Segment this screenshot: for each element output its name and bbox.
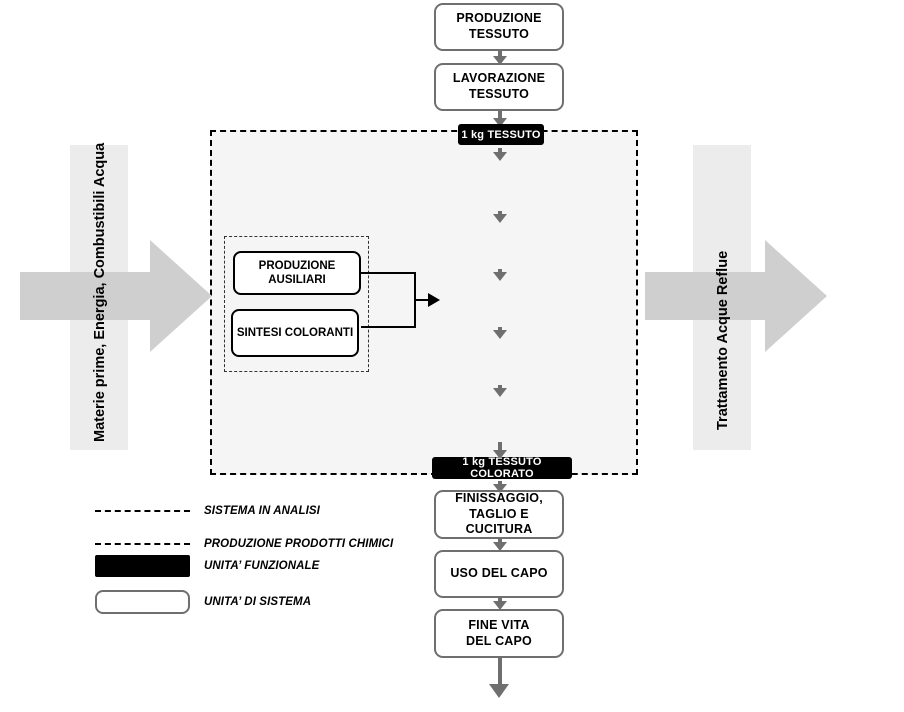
- functional-unit-tessuto-colorato[interactable]: 1 kg TESSUTO COLORATO: [432, 457, 572, 479]
- input-arrow: [20, 232, 215, 360]
- node-line: AUSILIARI: [268, 274, 326, 286]
- connector-12-tip: [489, 684, 509, 698]
- node-finissaggio-taglio-cucitura[interactable]: [434, 490, 564, 539]
- connector-7-tip: [493, 388, 507, 397]
- node-line: DEL CAPO: [466, 633, 532, 648]
- connector-9-tip: [493, 484, 507, 493]
- functional-unit-tessuto[interactable]: 1 kg TESSUTO: [458, 124, 544, 145]
- input-label: Materie prime, Energia, Combustibili Acqua: [92, 142, 108, 442]
- legend-label: UNITA’ DI SISTEMA: [204, 596, 312, 608]
- node-line: FINE VITA: [468, 617, 530, 632]
- node-line: USO DEL CAPO: [450, 566, 548, 581]
- legend-item-unita-funzionale: [95, 555, 319, 577]
- output-arrow: [645, 232, 830, 360]
- node-produzione-ausiliari[interactable]: [233, 251, 361, 295]
- legend-item-unita-di-sistema: [95, 590, 311, 614]
- legend: [95, 500, 425, 630]
- connector-3-tip: [493, 152, 507, 161]
- node-uso-del-capo[interactable]: [434, 550, 564, 598]
- node-line: LAVORAZIONE: [452, 71, 546, 86]
- node-fine-vita-del-capo[interactable]: [434, 609, 564, 658]
- connector-11-tip: [493, 601, 507, 610]
- connector-6-tip: [493, 330, 507, 339]
- node-line: TESSUTO: [468, 27, 530, 41]
- node-line: FINISSAGGIO,: [455, 491, 543, 506]
- node-lavorazione-tessuto[interactable]: [434, 63, 564, 111]
- node-produzione-tessuto[interactable]: [434, 3, 564, 51]
- connector-5-tip: [493, 272, 507, 281]
- dash-dot-line-icon: [95, 510, 190, 512]
- chemicals-to-tintura-connector: [355, 265, 445, 345]
- legend-label: SISTEMA IN ANALISI: [204, 505, 320, 517]
- node-line: SINTESI: [236, 326, 282, 339]
- node-line: PRODUZIONE: [258, 259, 336, 272]
- node-line: PRODUZIONE: [456, 11, 542, 26]
- legend-item-produzione-prodotti-chimici: [95, 538, 393, 550]
- connector-10-tip: [493, 542, 507, 551]
- node-line: COLORANTI: [284, 326, 354, 339]
- output-label: Trattamento Acque Reflue: [715, 250, 731, 430]
- node-line: TESSUTO: [468, 87, 530, 101]
- black-box-icon: [95, 555, 190, 577]
- dashed-line-icon: [95, 543, 190, 545]
- node-line: TAGLIO E CUCITURA: [465, 506, 533, 537]
- connector-4-tip: [493, 214, 507, 223]
- legend-label: UNITA’ FUNZIONALE: [204, 560, 320, 572]
- legend-item-sistema-in-analisi: [95, 505, 320, 517]
- white-box-icon: [95, 590, 190, 614]
- legend-label: PRODUZIONE PRODOTTI CHIMICI: [204, 538, 394, 550]
- connector-1-tip: [493, 56, 507, 65]
- node-sintesi-coloranti[interactable]: [231, 309, 359, 357]
